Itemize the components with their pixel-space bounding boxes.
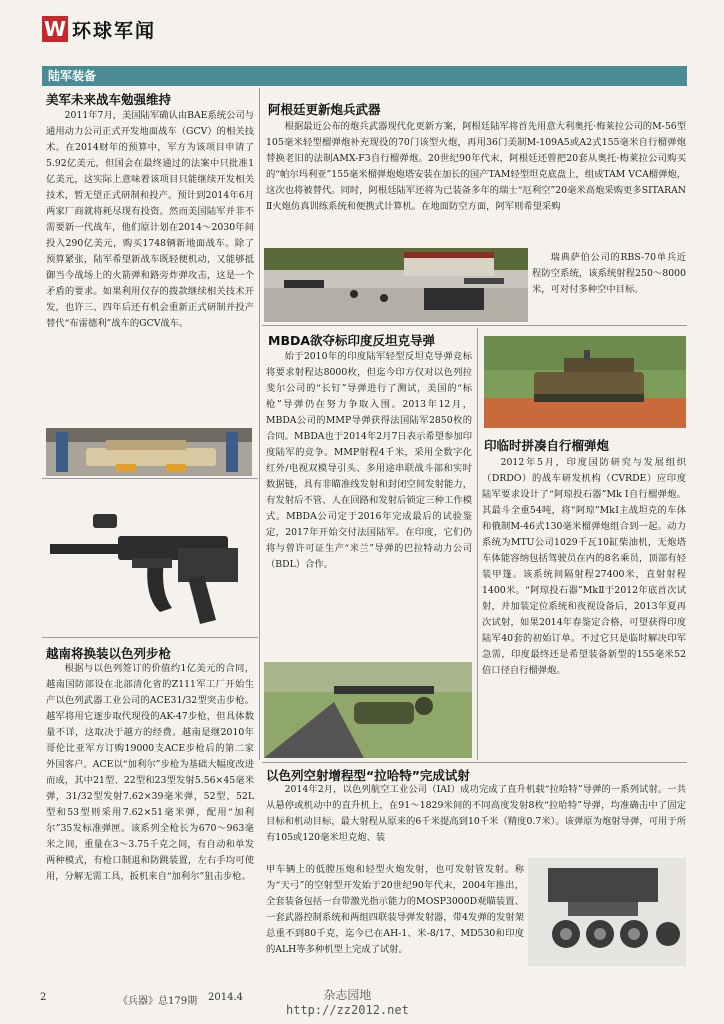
masthead <box>42 14 156 44</box>
article-body-argentina-cont: 瑞典萨伯公司的RBS-70单兵近程防空系统，该系统射程250～8000米，可对付多种空中目标。 <box>532 252 686 295</box>
mbda-soldier-photo <box>264 662 472 758</box>
ace-rifle-image <box>48 512 244 632</box>
article-body-mbda: 始于2010年的印度陆军轻型反坦克导弹竞标将要求射程达8000枚，但迄今印方仅对以色列拉斐尔公司的“长钉”导弹进行了测试，美国的“标枪”导弹仍在努力争取入围。2013年12月，MBDA公司的MMP导弹获得法国陆军2850枚的合同。MBDA也于2014年2月7日表示希望参加印度陆军的竞争。MMP射程4千米，采用全数字化红外/电视双模导引头、多用途串联战斗部和实时数据链，具有非瞄准线发射和封闭空间发射能力，有发射后不管、人在回路和发射后锁定三种工作模式。MBDA公司定于2016年完成最后的试验鉴定，2017年开始交付法国陆军。在印度，它们仍将与曾许可证生产“米兰”导弹的巴拉特动力公司（BDL）合作。 <box>266 351 472 570</box>
watermark-url: http://zz2012.net <box>286 1003 409 1017</box>
article-title-argentina: 阿根廷更新炮兵武器 <box>268 102 381 117</box>
gcv-factory-photo <box>46 428 252 476</box>
watermark <box>286 988 409 1018</box>
column-divider <box>477 328 478 760</box>
article-title-vietnam: 越南将换装以色列步枪 <box>46 646 172 661</box>
article-body-argentina: 根据最近公布的炮兵武器现代化更新方案，阿根廷陆军将首先用意大利奥托·梅莱拉公司的M-56型105毫米轻型榴弹炮补充现役的70门该型火炮，再用36门美制M-109A5或A2式155毫米自行榴弹炮替换老旧的法制AMX-F3自行榴弹炮。20世纪90年代末，阿根廷还曾把20套从奥托·梅莱拉公司购买的“帕尔玛利亚”155毫米榴弹炮炮塔安装在加长的国产TAM轻型坦克底盘上，组成TAM VCA榴弹炮，这次也将被替代。同时，阿根廷陆军还将为已装备多年的瑞士“厄利空”20毫米高炮采购更多SITARAN Ⅱ火炮仿真训练系统和便携式计算机。在地面防空方面，阿军则希望采购 <box>266 121 686 212</box>
argentina-artillery-photo <box>264 248 528 322</box>
article-body-gcv: 2011年7月，美国陆军确认由BAE系统公司与通用动力公司正式开发地面战车（GCV）的相关技术。在2014财年的预算中，军方为该项目申请了5.92亿美元，但国会在最终通过的法案中只批准1亿美元，这实际上意味着该项目只能继续开发相关技术，暂无望正式研制和投产。预计到2014年6月两家厂商就将耗尽现有投资。然而美国陆军并非不需要新一代战车，他们原计划在2014～2030年间投入290亿美元，购买1748辆新地面战车。除了预算紧张，陆军希望新战车既轻便机动，又能够抵御当今战场上的火箭弹和路旁炸弹攻击，这是一个矛盾的要求。如果利用仅存的拨款继续相关技术开发，也许三、四年后还有机会重新正式研制并投产替代“布雷德利”战车的GCV战车。 <box>46 110 254 329</box>
article-body-laahat-cont: 甲车辆上的低膛压炮和轻型火炮发射，也可发射管发射。称为“天弓”的空射型开发始于20世纪90年代末，2004年推出，全套装备包括一台带激光指示能力的MOSP3000D观瞄装置、一套武器控制系统和两组四联装导弹发射器，带4发弹的发射架总重不到80千克，迄今已在AH-1、米-8/17、MD530和印度的ALH等多种机型上完成了试射。 <box>266 864 524 955</box>
column-divider <box>259 88 260 760</box>
article-title-mbda: MBDA欲夺标印度反坦克导弹 <box>268 333 436 348</box>
section-header: 陆军装备 <box>42 66 687 86</box>
laahat-launcher-photo <box>528 858 686 966</box>
watermark-title: 杂志园地 <box>323 988 372 1002</box>
article-body-vietnam: 根据与以色列签订的价值约1亿美元的合同，越南国防部设在北部清化省的Z111军工厂开始生产以色列武器工业公司的ACE31/32型突击步枪。越军将用它逐步取代现役的AK-47步枪，但具体数量不详，这取决于越方的经费。越南是继2010年哥伦比亚军方订购19000支ACE步枪后的第二家外国客户。ACE以“加利尔”步枪为基础大幅度改进而成，其中21型、22型和23型发射5.56×45毫米弹，31/32型发射7.62×39毫米弹，52型、52L型和53型则采用7.62×51毫米弹，配用“加利尔”35发标准弹匣。该系列全枪长为670～963毫米之间，重量在3～3.75千克之间，有自动和单发两种模式，有枪口制退和防跳装置，左右手均可使用，分解无需工具，扳机来自“加利尔”狙击步枪。 <box>46 663 254 882</box>
article-divider <box>262 762 687 763</box>
india-sph-photo <box>484 336 686 428</box>
article-body-laahat: 2014年2月，以色列航空工业公司（IAI）成功完成了直升机载“拉哈特”导弹的一系列试射。一共从悬停或机动中的直升机上，在91～1829米间的不同高度发射8枚“拉哈特”导弹，均准确击中了固定目标和机动目标，最大射程从原来的6千米提高到10千米（精度0.7米）。该弹原为炮射导弹，可用于所有105或120毫米坦克炮、装 <box>266 784 686 843</box>
article-body-india-sph: 2012年5月，印度国防研究与发展组织（DRDO）的战车研发机构（CVRDE）应印度陆军要求设计了“阿琼投石器”Mk Ⅰ自行榴弹炮。其最斗全重54吨，将“阿琼”MkⅠ主战坦克的车体和俄制M-46式130毫米榴弹炮组合到一起。动力系统为MTU公司1029千瓦10缸柴油机，无炮塔车体能容纳包括驾驶员在内的8名乘员，顶部有轻装甲篷。该系统间隔射程27400米，直射射程1400米。“阿琼投石器”MkⅡ于2012年底首次试射，并加装定位系统和夜视设备后，2013年夏再次试射，如果2014年春鉴定合格，可望获得印度陆军40套的初始订单。不过它只是临时解决印军急需，印度最终还是希望装备新型的155毫米52倍口径自行榴弹炮。 <box>482 457 686 676</box>
article-divider <box>42 478 258 479</box>
article-title-india-sph: 印临时拼凑自行榴弹炮 <box>484 438 610 453</box>
article-divider <box>262 325 687 326</box>
page-number: 2 <box>40 992 47 1003</box>
article-title-gcv: 美军未来战车勉强维持 <box>46 92 172 107</box>
article-title-laahat: 以色列空射增程型“拉哈特”完成试射 <box>266 768 470 783</box>
masthead-title: 环球军闻 <box>72 19 157 42</box>
issue-date: 2014.4 <box>208 992 243 1003</box>
article-divider <box>42 637 258 638</box>
issue-label: 《兵器》总179期 <box>118 996 198 1007</box>
masthead-logo: W <box>43 17 67 41</box>
